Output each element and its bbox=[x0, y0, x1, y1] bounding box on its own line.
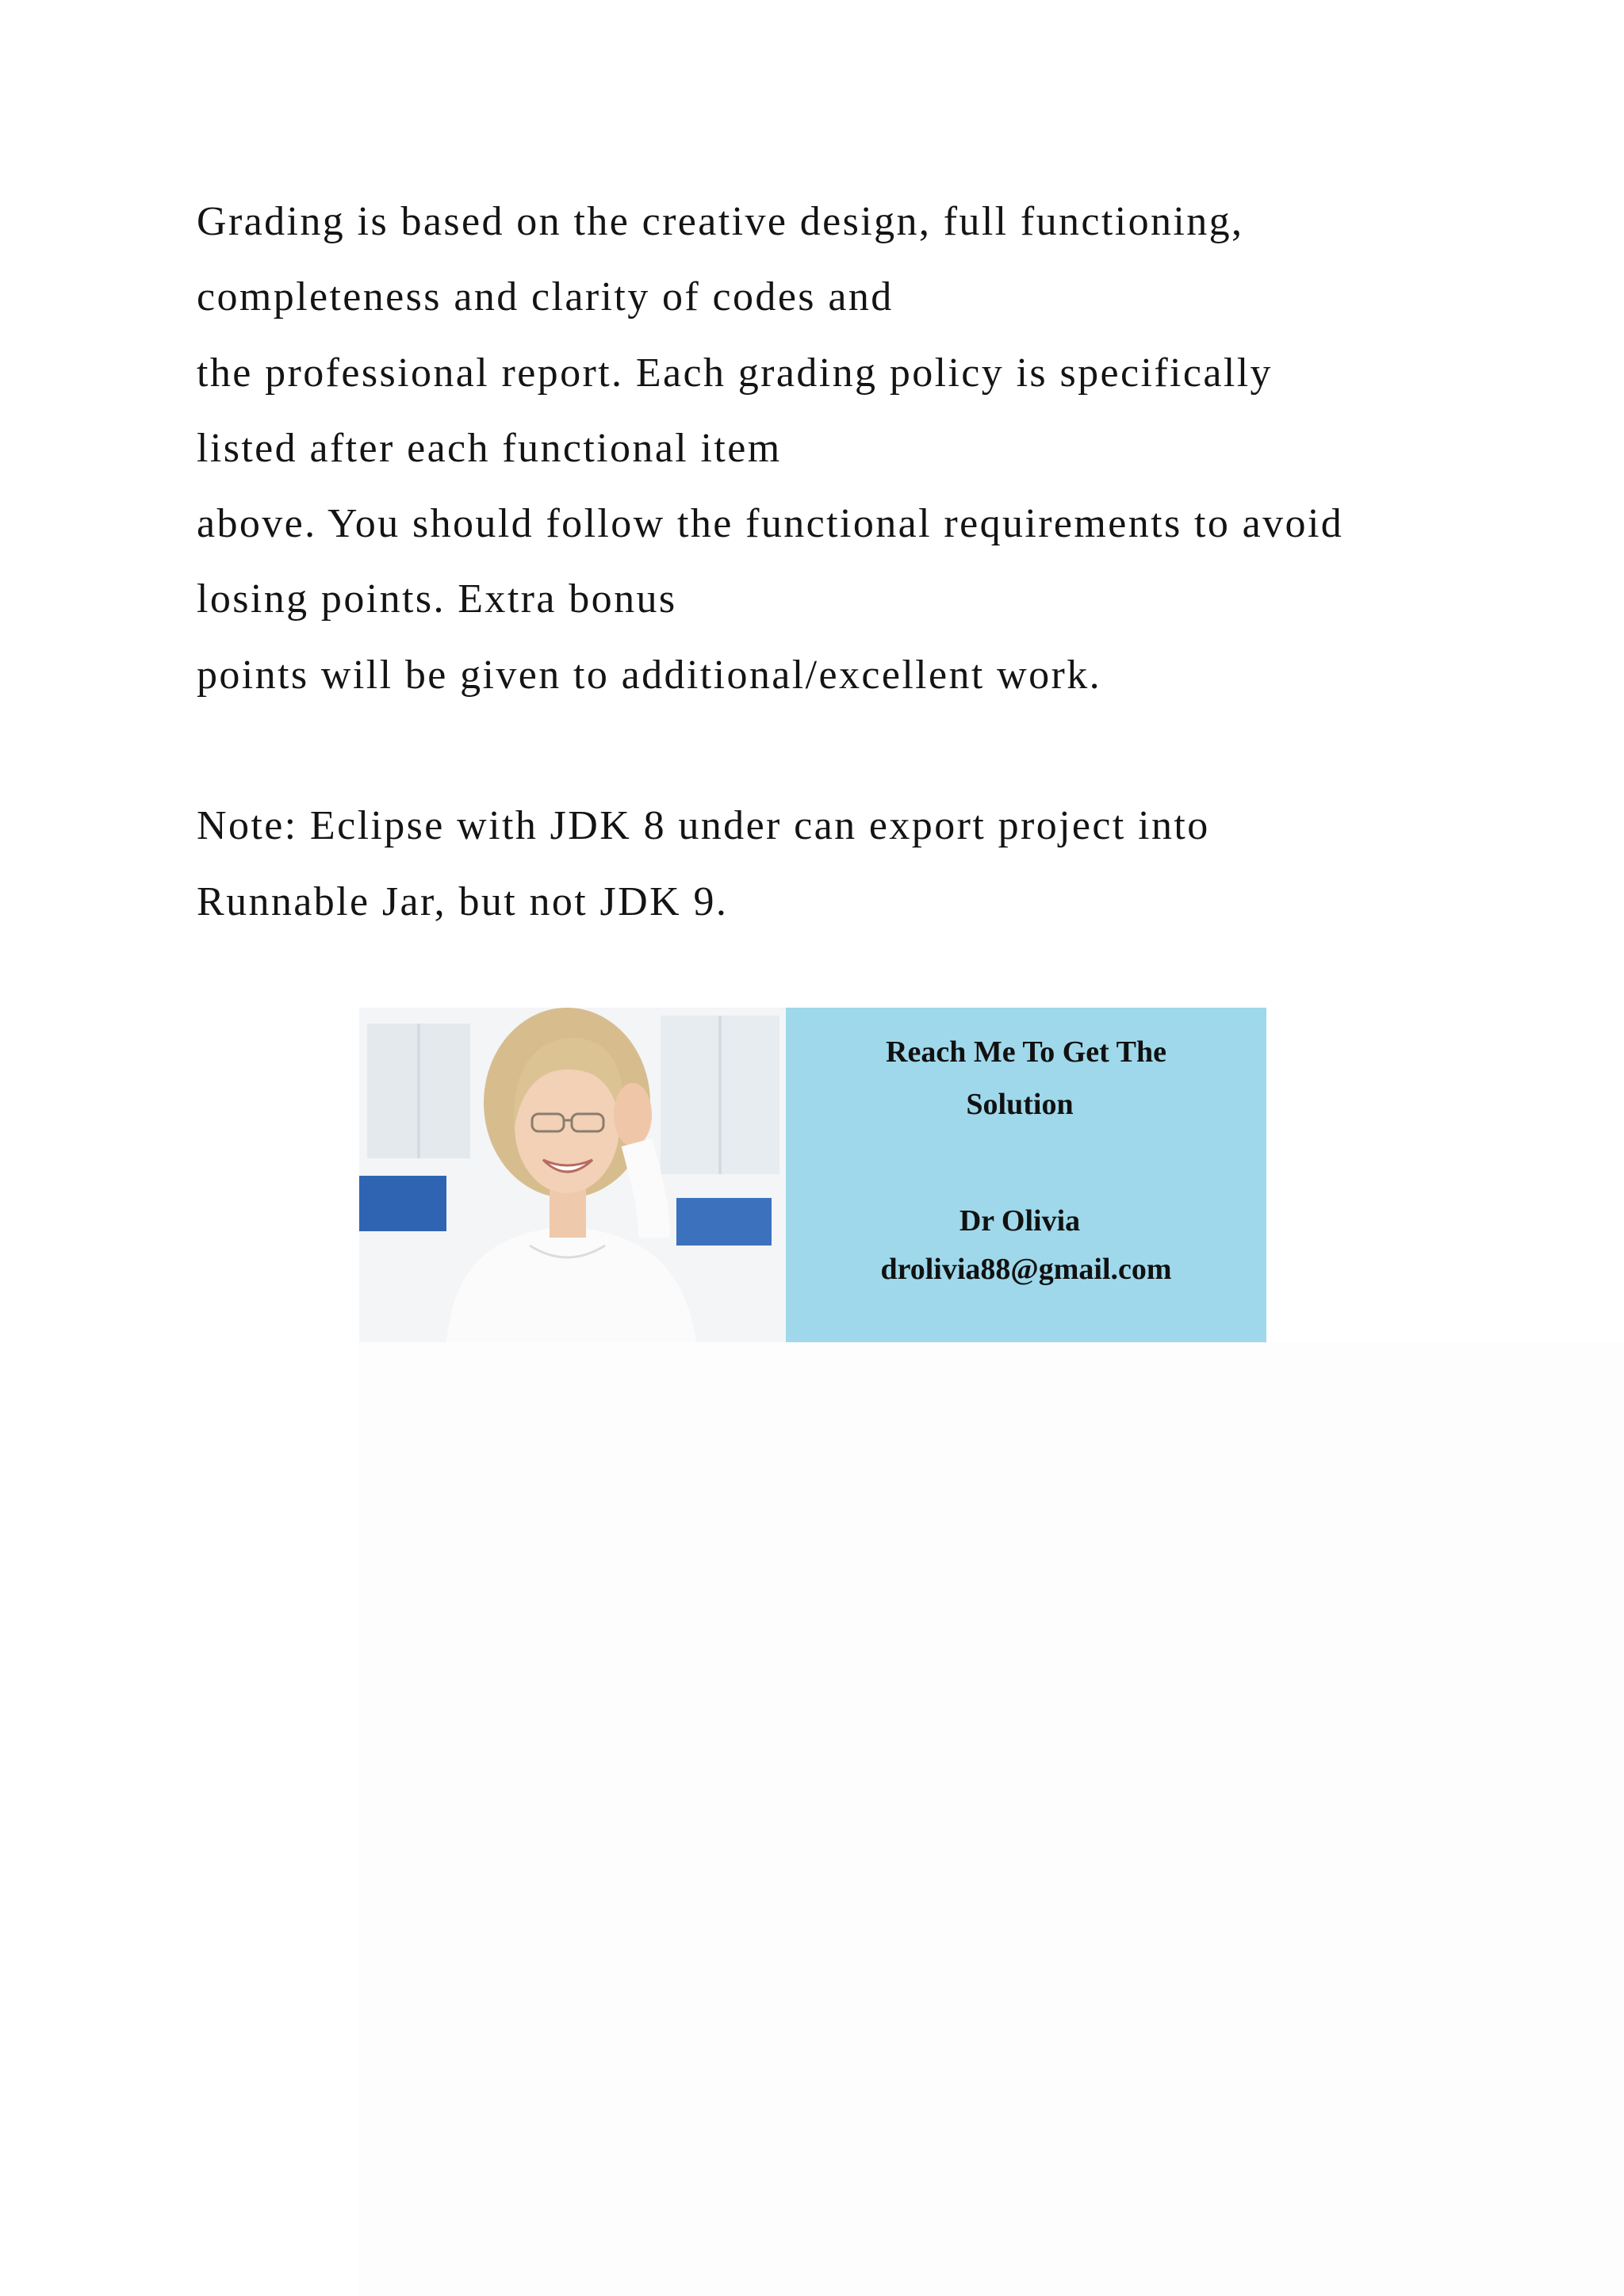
text-line: points will be given to additional/excellent work. bbox=[197, 652, 1102, 698]
text-line: completeness and clarity of codes and bbox=[197, 274, 894, 320]
text-line: above. You should follow the functional requirements to avoid bbox=[197, 501, 1344, 547]
text-line: Grading is based on the creative design, full functioning, bbox=[197, 199, 1244, 244]
text-line: the professional report. Each grading policy is specifically bbox=[197, 350, 1273, 396]
contact-banner bbox=[359, 1008, 1266, 1342]
body-text bbox=[197, 184, 1481, 939]
page-shade bbox=[359, 1342, 1624, 2296]
photo-woman-with-glasses bbox=[359, 1008, 786, 1342]
banner-heading: Reach Me To Get The bbox=[886, 1035, 1166, 1069]
person-illustration bbox=[359, 1008, 786, 1342]
note-line: Runnable Jar, but not JDK 9. bbox=[197, 878, 729, 924]
text-line: listed after each functional item bbox=[197, 425, 782, 471]
text-line: losing points. Extra bonus bbox=[197, 576, 677, 622]
blank-line bbox=[197, 713, 1481, 788]
contact-email: drolivia88@gmail.com bbox=[880, 1253, 1172, 1286]
note-line: Note: Eclipse with JDK 8 under can export project into bbox=[197, 803, 1210, 849]
contact-name: Dr Olivia bbox=[959, 1204, 1081, 1238]
contact-info-panel bbox=[786, 1008, 1266, 1342]
banner-heading-continued: Solution bbox=[966, 1088, 1074, 1121]
